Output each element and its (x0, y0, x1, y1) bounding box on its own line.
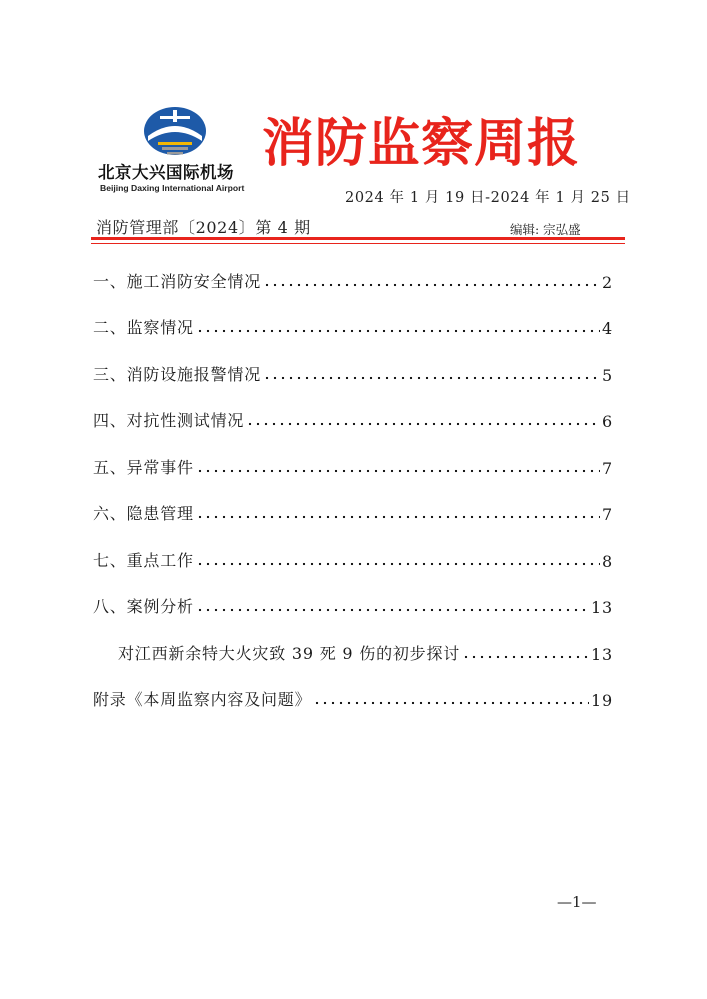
toc-entry-title: 六、隐患管理 (93, 504, 194, 523)
toc-entry-title: 一、施工消防安全情况 (93, 272, 262, 291)
toc-page-number: 6 (602, 412, 613, 431)
editor-credit: 编辑: 宗弘盛 (510, 222, 581, 237)
toc-page-number: 8 (602, 552, 613, 571)
toc-dot-leader (196, 323, 600, 333)
toc-entry-title: 五、异常事件 (93, 458, 194, 477)
toc-dot-leader (196, 463, 600, 473)
toc-entry-title: 对江西新余特大火灾致 39 死 9 伤的初步探讨 (118, 644, 461, 663)
toc-dot-leader (196, 602, 589, 612)
toc-dot-leader (263, 370, 600, 380)
toc-entry-adversarial-tests[interactable] (93, 401, 613, 431)
toc-entry-alarms[interactable] (93, 355, 613, 385)
toc-entry-hazard-management[interactable] (93, 494, 613, 524)
toc-entry-key-work[interactable] (93, 541, 613, 571)
toc-entry-title: 附录《本周监察内容及问题》 (93, 690, 312, 709)
toc-page-number: 4 (602, 319, 613, 338)
toc-entry-construction[interactable] (93, 262, 613, 292)
toc-page-number: 7 (602, 459, 613, 478)
toc-entry-inspection[interactable] (93, 308, 613, 338)
header-rule-thick (91, 237, 625, 240)
toc-dot-leader (462, 649, 589, 659)
toc-page-number: 19 (591, 691, 613, 710)
toc-page-number: 5 (602, 366, 613, 385)
toc-page-number: 13 (591, 598, 613, 617)
toc-entry-title: 八、案例分析 (93, 597, 194, 616)
toc-page-number: 2 (602, 273, 613, 292)
toc-entry-abnormal-events[interactable] (93, 448, 613, 478)
date-range: 2024 年 1 月 19 日-2024 年 1 月 25 日 (345, 190, 631, 206)
toc-entry-title: 七、重点工作 (93, 551, 194, 570)
toc-subentry-xinyu-fire[interactable] (118, 634, 613, 664)
toc-entry-title: 二、监察情况 (93, 318, 194, 337)
masthead-title: 消防监察周报 (262, 114, 581, 174)
issue-number: 消防管理部〔2024〕第 4 期 (96, 218, 311, 237)
airport-emblem-icon (142, 106, 208, 158)
toc-page-number: 7 (602, 505, 613, 524)
toc-page-number: 13 (591, 645, 613, 664)
toc-entry-case-analysis[interactable] (93, 587, 613, 617)
toc-dot-leader (246, 416, 600, 426)
toc-dot-leader (196, 556, 600, 566)
toc-entry-title: 四、对抗性测试情况 (93, 411, 245, 430)
footer-page-number: —1— (557, 893, 597, 911)
toc-entry-title: 三、消防设施报警情况 (93, 365, 262, 384)
toc-dot-leader (263, 277, 600, 287)
toc-entry-appendix[interactable] (93, 680, 613, 710)
header-rule-thin (91, 243, 625, 244)
airport-logo (98, 106, 258, 198)
airport-name-cn: 北京大兴国际机场 (98, 163, 234, 182)
toc-dot-leader (313, 695, 589, 705)
toc-dot-leader (196, 509, 600, 519)
airport-name-en: Beijing Daxing International Airport (100, 183, 245, 193)
